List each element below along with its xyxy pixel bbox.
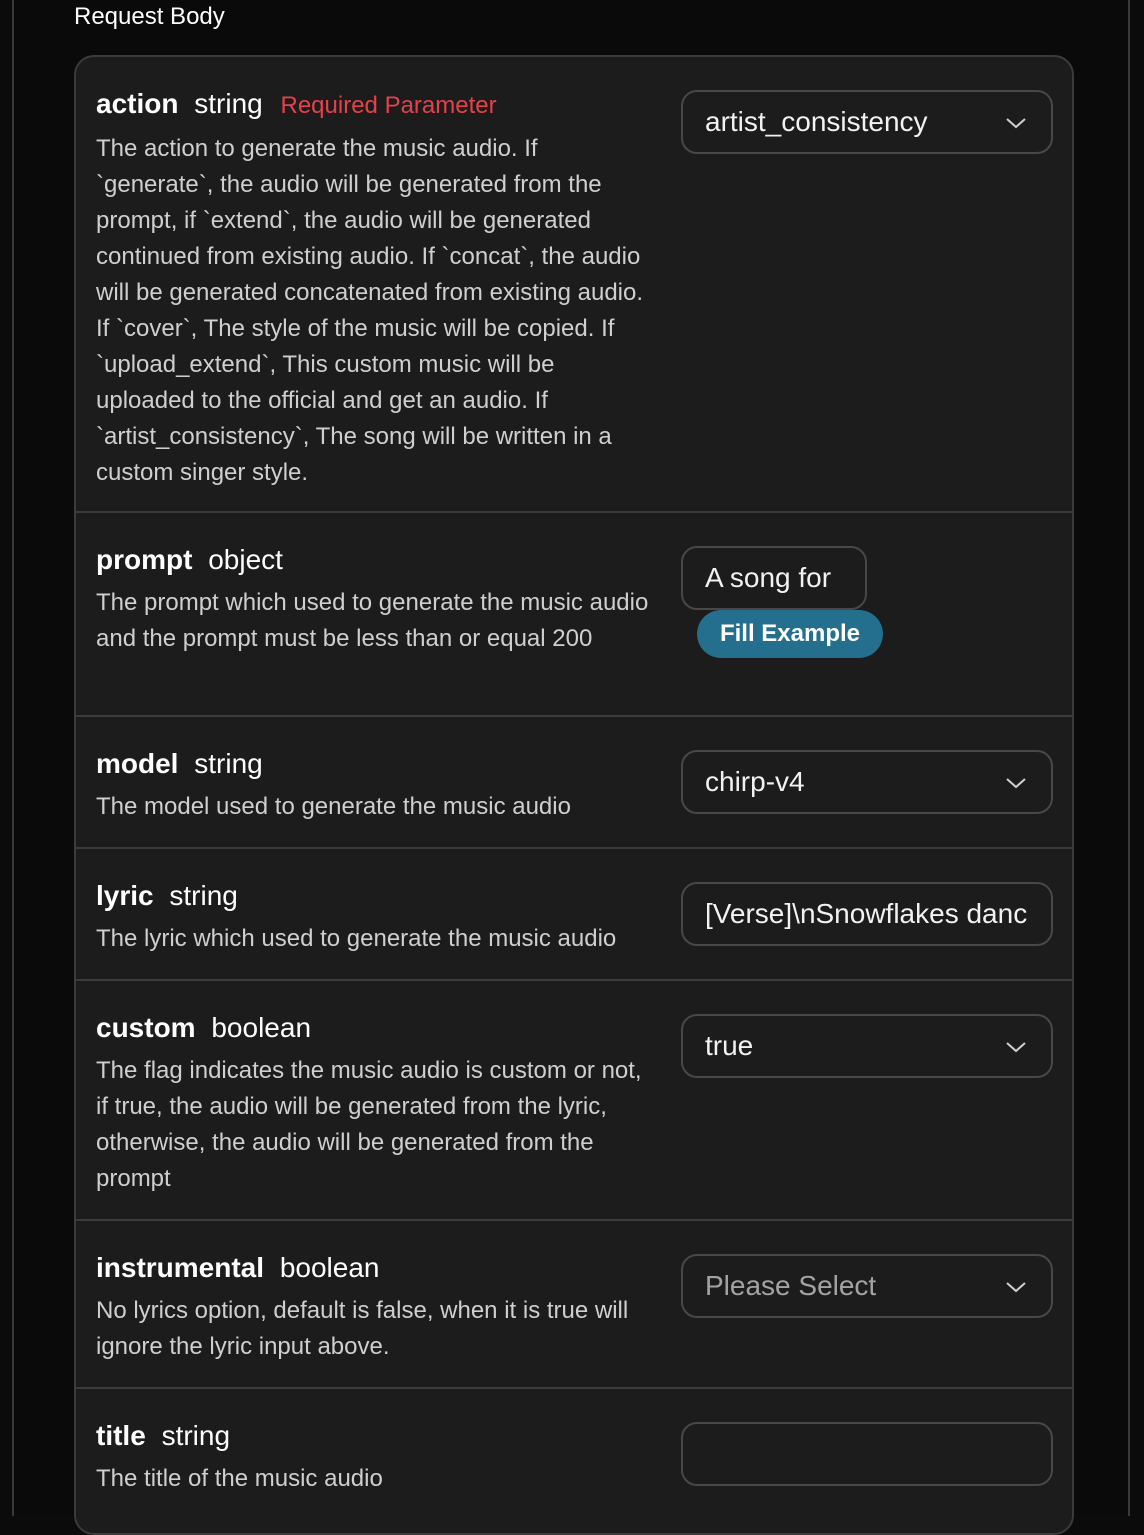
model-select[interactable] (681, 750, 1053, 814)
param-row-action (76, 57, 1074, 513)
param-type: boolean (279, 1252, 380, 1283)
param-name: custom (96, 1012, 196, 1043)
param-name: prompt (96, 544, 193, 575)
action-select[interactable] (681, 90, 1053, 154)
prompt-input[interactable]: A song for (681, 546, 867, 610)
param-row-custom (76, 981, 1074, 1221)
select-placeholder: Please Select (705, 1270, 877, 1301)
chevron-down-icon (1005, 1036, 1027, 1058)
param-type: string (194, 748, 263, 779)
param-row-model (76, 717, 1074, 849)
chevron-down-icon (1005, 112, 1027, 134)
lyric-input[interactable]: [Verse]\nSnowflakes danc (681, 882, 1053, 946)
param-info (96, 1011, 656, 1197)
title-input[interactable] (681, 1422, 1053, 1486)
param-type: string (194, 88, 263, 119)
param-header (96, 747, 656, 781)
param-header (96, 1251, 676, 1285)
chevron-down-icon (1005, 1276, 1027, 1298)
param-info (96, 1251, 676, 1365)
param-type: string (161, 1420, 231, 1451)
param-type: string (169, 880, 238, 911)
param-description: The flag indicates the music audio is custom or not, if true, the audio will be generated from the lyric, otherwise, the audio will be generated from the prompt (96, 1057, 642, 1192)
param-description: No lyrics option, default is false, when it is true will ignore the lyric input above. (96, 1297, 629, 1360)
param-header (96, 87, 656, 123)
request-body-card (74, 55, 1074, 1535)
param-info (96, 543, 656, 657)
param-header (96, 1011, 656, 1045)
param-info (96, 879, 676, 957)
param-header (96, 879, 676, 913)
param-info (96, 87, 656, 491)
param-header (96, 543, 656, 577)
param-description: The lyric which used to generate the music audio (96, 925, 617, 952)
param-name: model (96, 748, 179, 779)
param-description: The action to generate the music audio. If `generate`, the audio will be generated from the prompt, if `extend`, the audio will be generated continued from existing audio. If `concat`, the audio will be generated concatenated from existing audio. If `cover`, The style of the music will be copied. If `upload_extend`, This custom music will be uploaded to the official and get an audio. If `artist_consistency`, The song will be written in a custom singer style. (96, 135, 644, 486)
param-type: boolean (211, 1012, 312, 1043)
select-value: true (705, 1030, 754, 1061)
param-name: lyric (96, 880, 154, 911)
param-description: The prompt which used to generate the music audio and the prompt must be less than or equal 200 (96, 589, 649, 652)
param-info (96, 1419, 656, 1497)
param-description: The title of the music audio (96, 1465, 383, 1492)
select-value: artist_consistency (705, 106, 928, 137)
param-header (96, 1419, 656, 1453)
select-value: chirp-v4 (705, 766, 805, 797)
param-type: object (208, 544, 283, 575)
param-info (96, 747, 656, 825)
param-row-prompt (76, 513, 1074, 717)
param-name: action (96, 88, 179, 119)
param-row-instrumental (76, 1221, 1074, 1389)
param-name: instrumental (96, 1252, 265, 1283)
fill-example-button[interactable]: Fill Example (697, 610, 883, 658)
instrumental-select[interactable] (681, 1254, 1053, 1318)
chevron-down-icon (1005, 772, 1027, 794)
param-name: title (96, 1420, 146, 1451)
param-row-lyric (76, 849, 1074, 981)
param-row-title (76, 1389, 1074, 1535)
custom-select[interactable] (681, 1014, 1053, 1078)
page-frame (12, 0, 1130, 1516)
param-description: The model used to generate the music audio (96, 793, 571, 820)
section-title: Request Body (74, 3, 225, 30)
required-badge: Required Parameter (280, 92, 497, 119)
